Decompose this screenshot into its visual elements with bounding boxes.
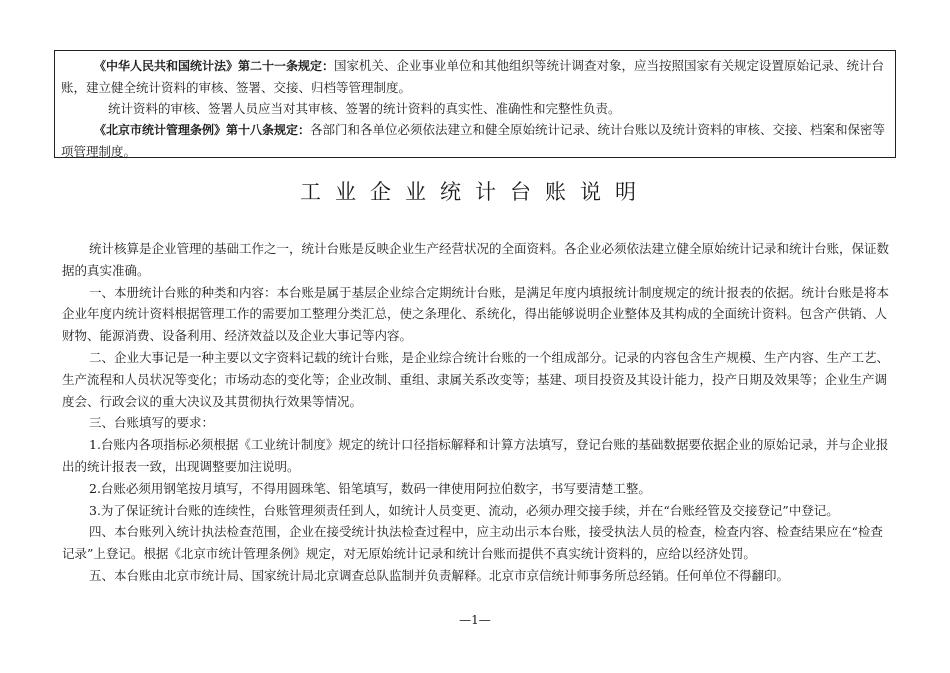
section-1-paragraph: 一、本册统计台账的种类和内容：本台账是属于基层企业综合定期统计台账，是满足年度内填报统计制度规定的统计报表的依据。统计台账是将本企业年度内统计资料根据管理工作的需要加工整理分类汇总，使之条理化、系统化，得出能够说明企业整体及其构成的全面统计资料。包含产供销、人财物、能源消费、设备利用、经济效益以及企业大事记等内容。 [62, 284, 890, 344]
body-text [62, 238, 892, 587]
section-5-paragraph: 五、本台账由北京市统计局、国家统计局北京调查总队监制并负责解释。北京市京信统计师事务所总经销。任何单位不得翻印。 [89, 567, 790, 583]
legal-notice-box [54, 50, 896, 158]
page-number: —1— [459, 613, 491, 627]
beijing-regulation-heading: 《北京市统计管理条例》第十八条规定： [94, 123, 311, 137]
document-title: 工业企业统计台账说明 [300, 180, 650, 204]
requirement-2-paragraph: 2.台账必须用钢笔按月填写，不得用圆珠笔、铅笔填写，数码一律使用阿拉伯数字，书写要清楚工整。 [89, 480, 651, 496]
beijing-regulation-text: 各部门和各单位必须依法建立和健全原始统计记录、统计台账以及统计资料的审核、交接、档案和保密等项管理制度。 [61, 122, 886, 159]
intro-paragraph: 统计核算是企业管理的基础工作之一，统计台账是反映企业生产经营状况的全面资料。各企业必须依法建立健全原始统计记录和统计台账，保证数据的真实准确。 [62, 241, 890, 278]
requirement-3-paragraph: 3.为了保证统计台账的连续性，台账管理须责任到人，如统计人员变更、流动，必须办理交接手续，并在“台账经管及交接登记”中登记。 [89, 502, 839, 518]
notice-paragraph-2: 统计资料的审核、签署人员应当对其审核、签署的统计资料的真实性、准确性和完整性负责。 [108, 101, 621, 116]
section-2-paragraph: 二、企业大事记是一种主要以文字资料记载的统计台账，是企业综合统计台账的一个组成部分。记录的内容包含生产规模、生产内容、生产工艺、生产流程和人员状况等变化；市场动态的变化等；企业改制、重组、隶属关系改变等；基建、项目投资及其设计能力，投产日期及效果等；企业生产调度会、行政会议的重大决议及其贯彻执行效果等情况。 [62, 349, 890, 409]
statistics-law-heading: 《中华人民共和国统计法》第二十一条规定： [94, 59, 335, 73]
section-4-paragraph: 四、本台账列入统计执法检查范围，企业在接受统计执法检查过程中，应主动出示本台账，接受执法人员的检查，检查内容、检查结果应在“检查记录”上登记。根据《北京市统计管理条例》规定，对无原始统计记录和统计台账而提供不真实统计资料的，应给以经济处罚。 [62, 524, 883, 562]
section-3-heading: 三、台账填写的要求： [89, 415, 215, 431]
requirement-1-paragraph: 1.台账内各项指标必须根据《工业统计制度》规定的统计口径指标解释和计算方法填写，登记台账的基础数据要依据企业的原始记录，并与企业报出的统计报表一致，出现调整要加注说明。 [62, 437, 889, 474]
notice-paragraph-3 [61, 119, 889, 162]
notice-paragraph-1 [61, 55, 889, 98]
statistics-law-text: 国家机关、企业事业单位和其他组织等统计调查对象，应当按照国家有关规定设置原始记录、统计台账，建立健全统计资料的审核、签署、交接、归档等管理制度。 [61, 58, 885, 95]
